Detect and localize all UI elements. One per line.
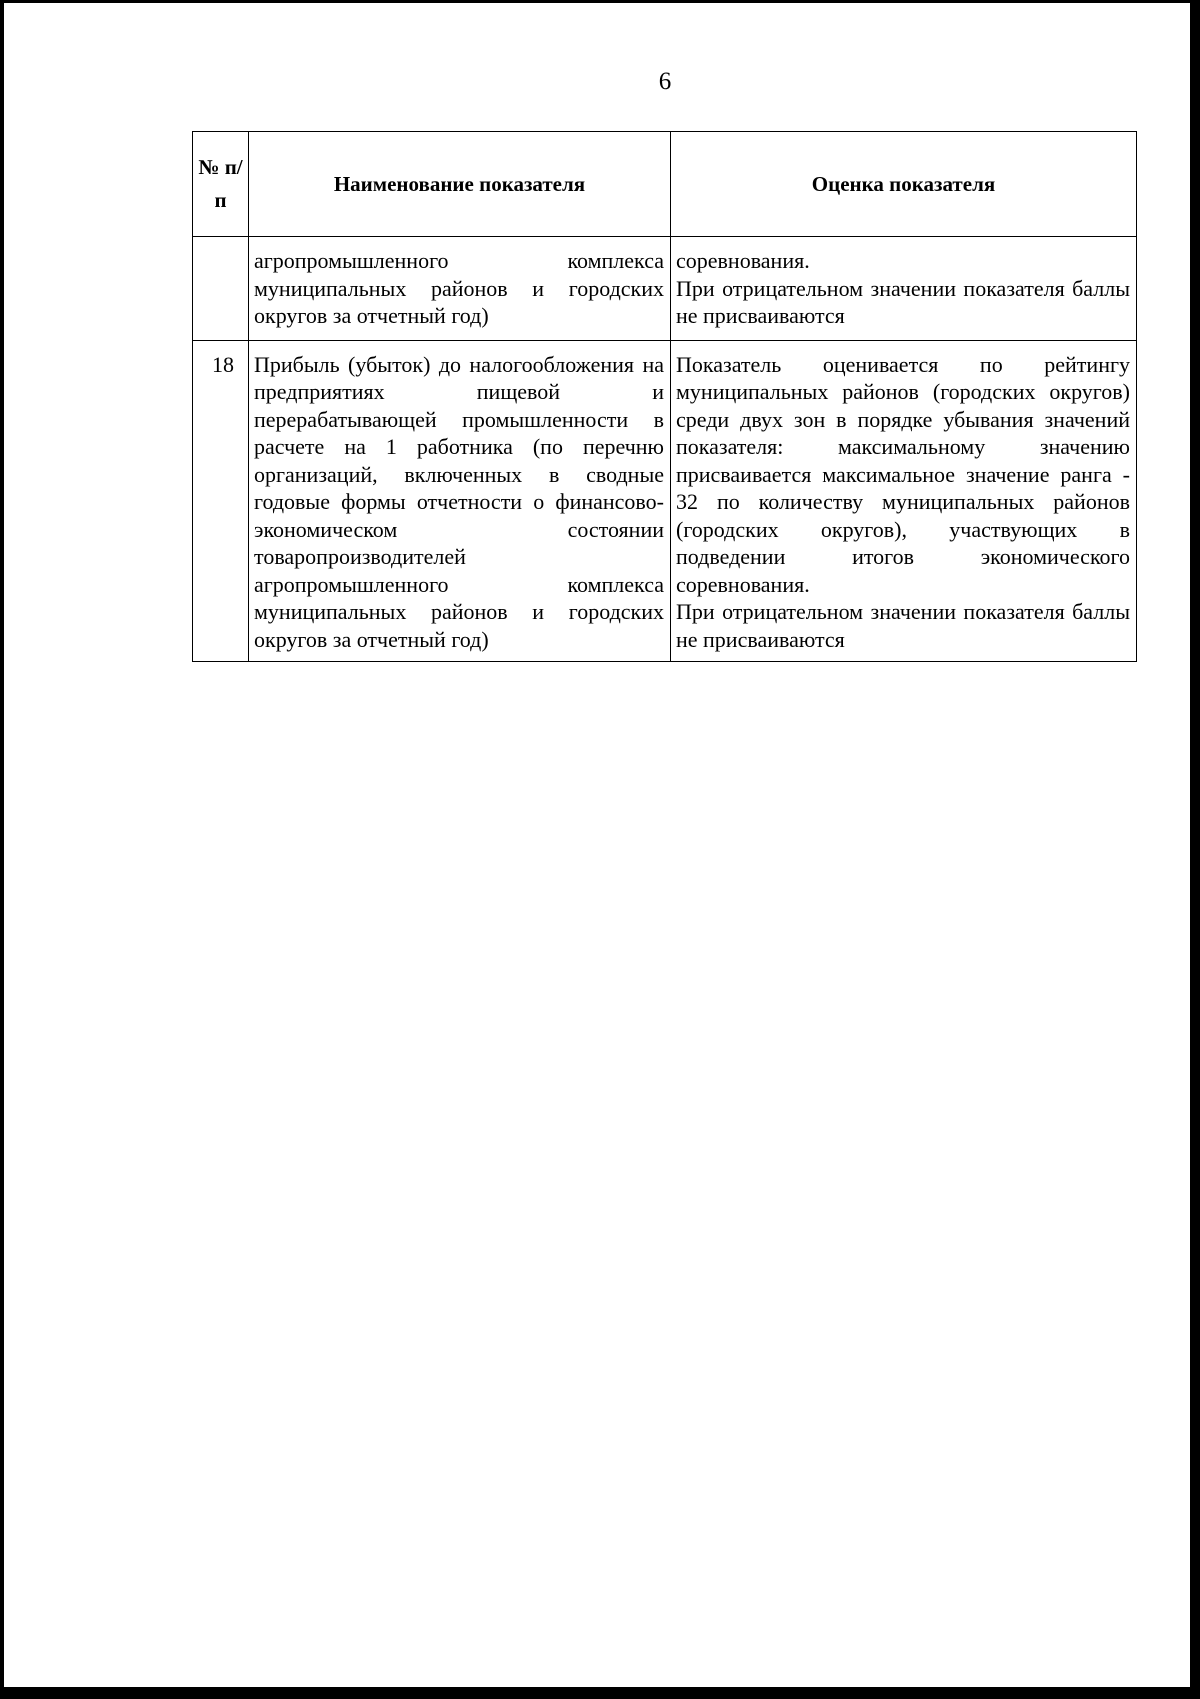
evaluation-paragraph: соревнования.	[676, 248, 810, 273]
indicators-table	[192, 131, 1137, 662]
row-evaluation	[671, 340, 1137, 662]
row-evaluation	[671, 237, 1137, 341]
evaluation-paragraph: При отрицательном значении показателя баллы не присваиваются	[676, 275, 1130, 328]
table-row	[193, 237, 1137, 341]
header-evaluation: Оценка показателя	[671, 132, 1137, 237]
evaluation-paragraph: При отрицательном значении показателя баллы не присваиваются	[676, 599, 1130, 652]
header-name: Наименование показателя	[249, 132, 671, 237]
row-name: Прибыль (убыток) до налогообложения на предприятиях пищевой и перерабатывающей промышленности в расчете на 1 работника (по перечню организаций, включенных в сводные годовые формы отчетности о финансово-экономическом состоянии товаропроизводителей агропромышленного комплекса муниципальных районов и городских округов за отчетный год)	[249, 340, 671, 662]
row-num: 18	[193, 340, 249, 662]
page-number: 6	[658, 68, 672, 95]
header-num: № п/п	[193, 132, 249, 237]
table-row	[193, 340, 1137, 662]
evaluation-paragraph: Показатель оценивается по рейтингу муниципальных районов (городских округов) среди двух зон в порядке убывания значений показателя: максимальному значению присваивается максимальное значение ранга - 32 по количеству муниципальных районов (городских округов), участвующих в подведении итогов экономического соревнования.	[676, 351, 1130, 597]
table-header-row	[193, 132, 1137, 237]
row-name: агропромышленного комплекса муниципальных районов и городских округов за отчетный год)	[249, 237, 671, 341]
row-num	[193, 237, 249, 341]
